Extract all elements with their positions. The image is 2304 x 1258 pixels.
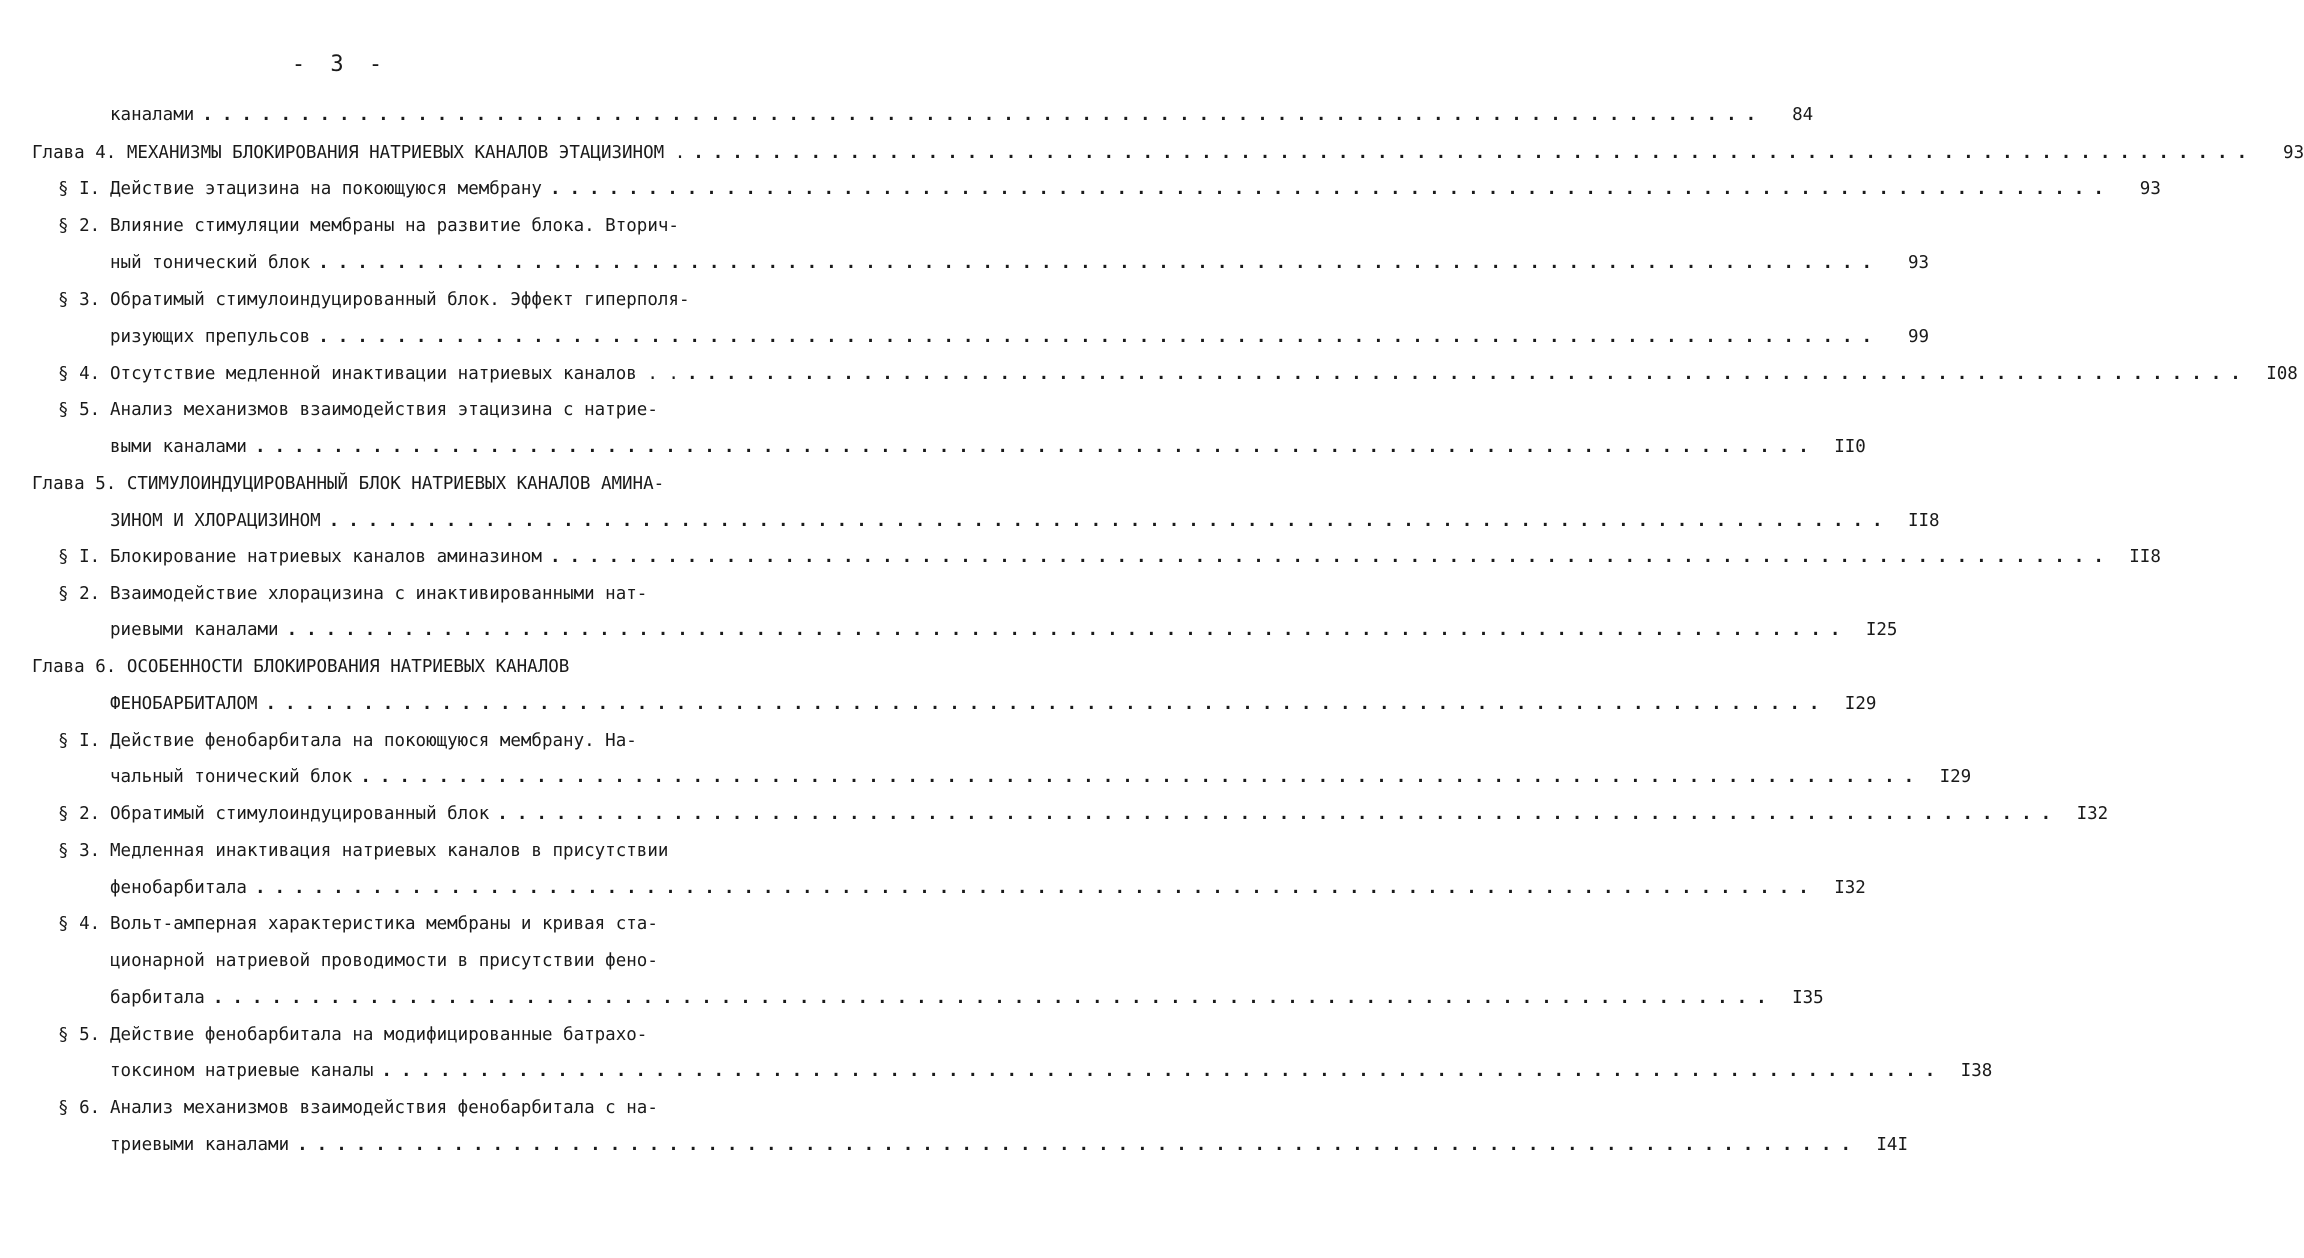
toc-page-number: I29 [1939, 767, 1972, 787]
toc-entry-text: ФЕНОБАРБИТАЛОМ [110, 694, 258, 714]
toc-entry-text: Медленная инактивация натриевых каналов в присутствии [110, 841, 669, 861]
section-mark: § 3. [58, 290, 101, 310]
toc-page-number: II8 [1907, 511, 1940, 531]
toc-entry-text: Действие фенобарбитала на покоющуюся мембрану. На- [110, 731, 637, 751]
toc-entry-text: Взаимодействие хлорацизина с инактивированными нат- [110, 584, 648, 604]
dot-leader: ................................................................................ [549, 547, 2113, 567]
toc-chapter-line [32, 138, 2304, 168]
toc-section-line [58, 909, 770, 939]
section-mark: § 3. [58, 841, 101, 861]
dot-leader: ................................................................................ [254, 878, 1818, 898]
section-mark: § 2. [58, 584, 101, 604]
dot-leader: ................................................................................ [686, 364, 2250, 384]
dot-leader: ................................................................................ [381, 1061, 1945, 1081]
toc-entry-text: Действие этацизина на покоющуюся мембрану [110, 179, 542, 199]
toc-continuation-line [110, 506, 1940, 536]
toc-entry-text: Анализ механизмов взаимодействия фенобарбитала с на- [110, 1098, 658, 1118]
toc-continuation-line [110, 100, 1814, 130]
toc-entry-text: Глава 6. ОСОБЕННОСТИ БЛОКИРОВАНИЯ НАТРИЕВЫХ КАНАЛОВ [32, 657, 570, 677]
toc-entry-text: Обратимый стимулоиндуцированный блок. Эффект гиперполя- [110, 290, 690, 310]
dot-leader: ................................................................................ [328, 511, 1892, 531]
toc-page-number: 93 [1907, 253, 1930, 273]
toc-page-number: II0 [1834, 437, 1866, 457]
toc-page-number: II8 [2129, 547, 2161, 567]
toc-section-line [58, 285, 770, 315]
dot-leader: ................................................................................ [549, 179, 2113, 199]
toc-section-line [58, 395, 770, 425]
dot-leader: ................................................................................ [360, 767, 1924, 787]
page-number: - 3 - [291, 52, 389, 77]
dot-leader: ................................................................................ [318, 327, 1882, 347]
section-mark: § 2. [58, 804, 101, 824]
toc-continuation-line [110, 322, 1930, 352]
dot-leader: ................................................................................ [318, 253, 1882, 273]
section-mark: § 5. [58, 400, 101, 420]
toc-entry-text: барбитала [110, 988, 205, 1008]
section-mark: § 4. [58, 364, 101, 384]
toc-entry-text: Влияние стимуляции мембраны на развитие блока. Вторич- [110, 216, 679, 236]
toc-entry-text: Глава 4. МЕХАНИЗМЫ БЛОКИРОВАНИЯ НАТРИЕВЫХ КАНАЛОВ ЭТАЦИЗИНОМ . [32, 143, 686, 163]
toc-continuation-line [110, 615, 1898, 645]
toc-continuation-line [110, 1056, 1993, 1086]
dot-leader: ................................................................................ [693, 143, 2257, 163]
toc-continuation-line [110, 946, 770, 976]
toc-page-number: 93 [2283, 143, 2304, 163]
toc-continuation-line [110, 248, 1930, 278]
toc-continuation-line [110, 432, 1866, 462]
dot-leader: ................................................................................ [286, 620, 1850, 640]
toc-continuation-line [110, 1130, 1908, 1160]
toc-page-number: 84 [1792, 105, 1814, 125]
toc-section-line [58, 1020, 770, 1050]
toc-page-number: I08 [2266, 364, 2298, 384]
toc-entry-text: Обратимый стимулоиндуцированный блок [110, 804, 490, 824]
toc-entry-text: Глава 5. СТИМУЛОИНДУЦИРОВАННЫЙ БЛОК НАТРИЕВЫХ КАНАЛОВ АМИНА- [32, 474, 665, 494]
toc-entry-text: Отсутствие медленной инактивации натриевых каналов . . [110, 364, 679, 384]
toc-page-number: I32 [1834, 878, 1866, 898]
section-mark: § 5. [58, 1025, 101, 1045]
toc-page-number: I35 [1792, 988, 1824, 1008]
dot-leader: ................................................................................ [265, 694, 1829, 714]
toc-section-line [58, 726, 770, 756]
toc-page-number: I4I [1876, 1135, 1908, 1155]
section-mark: § I. [58, 179, 101, 199]
toc-section-line [58, 579, 770, 609]
toc-page-number: 93 [2139, 179, 2161, 199]
section-mark: § 6. [58, 1098, 101, 1118]
toc-section-line [58, 1093, 770, 1123]
toc-entry-text: чальный тонический блок [110, 767, 353, 787]
toc-entry-text: ный тонический блок [110, 253, 311, 273]
dot-leader: ................................................................................ [212, 988, 1776, 1008]
toc-entry-text: Действие фенобарбитала на модифицированные батрахо- [110, 1025, 648, 1045]
toc-page-number: 99 [1907, 327, 1930, 347]
toc-section-line [58, 542, 2161, 572]
toc-entry-text: триевыми каналами [110, 1135, 290, 1155]
toc-page-number: I29 [1844, 694, 1877, 714]
toc-entry-text: риевыми каналами [110, 620, 279, 640]
toc-entry-text: выми каналами [110, 437, 247, 457]
toc-entry-text: Вольт-амперная характеристика мембраны и кривая ста- [110, 914, 658, 934]
section-mark: § I. [58, 731, 101, 751]
dot-leader: ................................................................................ [497, 804, 2061, 824]
toc-section-line [58, 799, 2109, 829]
toc-entry-text: Анализ механизмов взаимодействия этацизина с натрие- [110, 400, 658, 420]
toc-entry-text: ционарной натриевой проводимости в присутствии фено- [110, 951, 658, 971]
toc-page-number: I25 [1865, 620, 1898, 640]
toc-continuation-line [110, 689, 1877, 719]
toc-entry-text: токсином натриевые каналы [110, 1061, 374, 1081]
toc-entry-text: каналами [110, 105, 195, 125]
toc-section-line [58, 836, 770, 866]
dot-leader: ................................................................................ [202, 105, 1766, 125]
section-mark: § 4. [58, 914, 101, 934]
toc-entry-text: ризующих препульсов [110, 327, 311, 347]
dot-leader: ................................................................................ [297, 1135, 1860, 1155]
dot-leader: ................................................................................ [254, 437, 1818, 457]
toc-section-line [58, 174, 2161, 204]
section-mark: § I. [58, 547, 101, 567]
section-mark: § 2. [58, 216, 101, 236]
toc-continuation-line [110, 983, 1824, 1013]
toc-section-line [58, 359, 2298, 389]
toc-chapter-line [32, 469, 770, 499]
toc-page-number: I32 [2076, 804, 2109, 824]
toc-section-line [58, 211, 770, 241]
toc-entry-text: фенобарбитала [110, 878, 247, 898]
toc-page-number: I38 [1960, 1061, 1993, 1081]
toc-continuation-line [110, 762, 1972, 792]
toc-entry-text: ЗИНОМ И ХЛОРАЦИЗИНОМ [110, 511, 321, 531]
toc-continuation-line [110, 873, 1866, 903]
toc-entry-text: Блокирование натриевых каналов аминазином [110, 547, 542, 567]
toc-chapter-line [32, 652, 770, 682]
